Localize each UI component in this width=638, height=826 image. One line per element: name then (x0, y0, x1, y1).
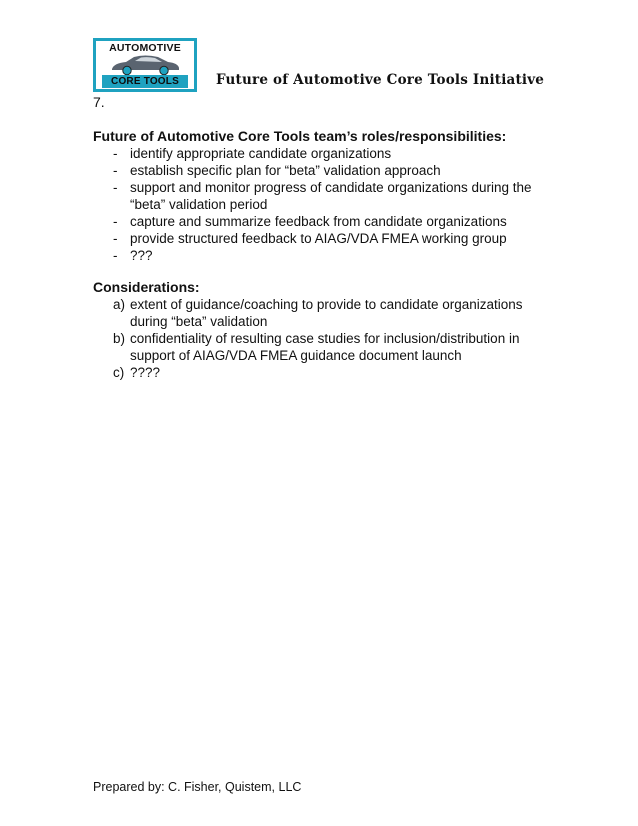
logo-line2: CORE TOOLS (102, 75, 188, 88)
list-item (93, 162, 553, 179)
list-item (93, 330, 553, 364)
list-item (93, 213, 553, 230)
automotive-core-tools-logo (93, 38, 197, 92)
considerations-heading: Considerations: (93, 279, 200, 295)
logo-line1: AUTOMOTIVE (109, 42, 181, 54)
list-item (93, 230, 553, 247)
list-item-text: ???? (130, 365, 161, 380)
roles-list (93, 145, 553, 264)
list-item (93, 364, 553, 381)
list-marker: - (113, 180, 118, 195)
list-marker: b) (113, 331, 126, 346)
list-item-text: support and monitor progress of candidate organizations during the “beta” validation period (130, 180, 532, 212)
list-item-text: establish specific plan for “beta” validation approach (130, 163, 441, 178)
page-title: Future of Automotive Core Tools Initiative (216, 72, 545, 88)
list-marker: - (113, 163, 118, 178)
list-marker: - (113, 231, 118, 246)
list-item-text: identify appropriate candidate organizations (130, 146, 392, 161)
roles-heading: Future of Automotive Core Tools team’s roles/responsibilities: (93, 128, 507, 144)
list-item-text: extent of guidance/coaching to provide to candidate organizations during “beta” validation (130, 297, 523, 329)
list-item (93, 247, 553, 264)
list-marker: c) (113, 365, 125, 380)
list-marker: a) (113, 297, 126, 312)
list-item-text: ??? (130, 248, 153, 263)
list-marker: - (113, 146, 118, 161)
footer-prepared-by: Prepared by: C. Fisher, Quistem, LLC (93, 780, 302, 794)
list-item (93, 296, 553, 330)
list-item (93, 179, 553, 213)
list-item-text: provide structured feedback to AIAG/VDA FMEA working group (130, 231, 507, 246)
item-number: 7. (93, 94, 105, 110)
list-item (93, 145, 553, 162)
list-marker: - (113, 248, 118, 263)
considerations-list (93, 296, 553, 381)
list-item-text: confidentiality of resulting case studies for inclusion/distribution in support of AIAG/VDA FMEA guidance document launch (130, 331, 520, 363)
list-item-text: capture and summarize feedback from candidate organizations (130, 214, 507, 229)
car-icon (108, 54, 182, 76)
list-marker: - (113, 214, 118, 229)
